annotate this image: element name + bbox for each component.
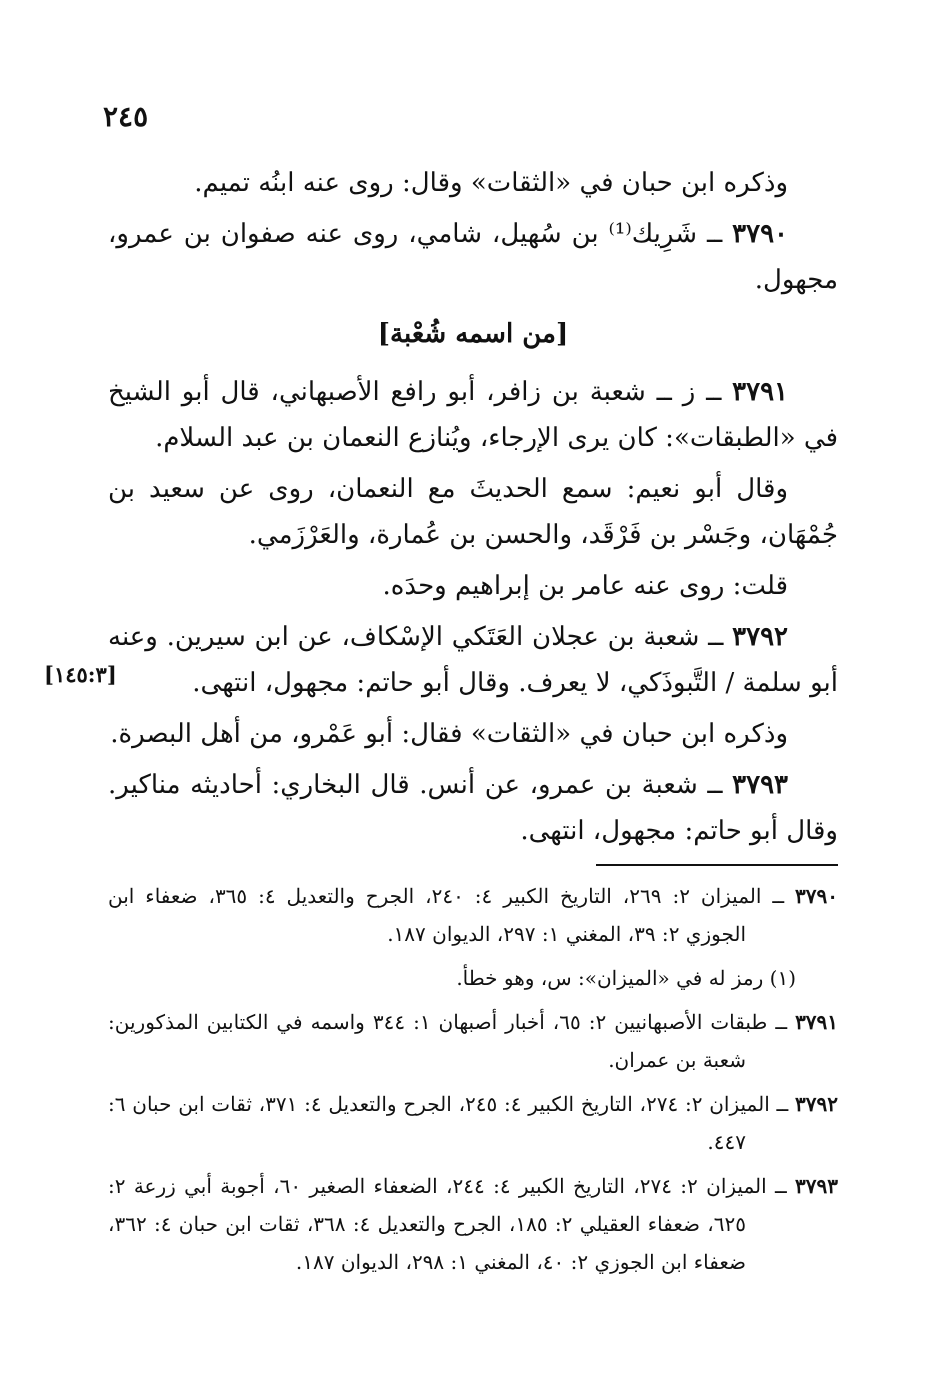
- entry-3791: [108, 369, 838, 461]
- entry-number: ٣٧٩٣: [732, 770, 789, 800]
- main-text: [108, 160, 838, 859]
- page-number: ٢٤٥: [103, 100, 149, 133]
- entry-number: ٣٧٩١: [732, 377, 789, 407]
- footnote-number: ٣٧٩١: [795, 1010, 839, 1034]
- footnote-text: ــ الميزان ٢: ٢٧٤، التاريخ الكبير ٤: ٢٤٥، الجرح والتعديل ٤: ٣٧١، ثقات ابن حبان ٦: ٤٤٧.: [108, 1092, 789, 1154]
- footnote-number: ٣٧٩٢: [795, 1092, 838, 1116]
- footnote-text: ــ الميزان ٢: ٢٧٤، التاريخ الكبير ٤: ٢٤٤، الضعفاء الصغير ٦٠، أجوبة أبي زرعة ٢: ٦٢٥، ضعفاء العقيلي ٢: ١٨٥، الجرح والتعديل ٤: ٣٦٨، ثقات ابن حبان ٤: ٣٦٢، ضعفاء ابن الجوزي ٢: ٤٠، المغني ١: ٢٩٨، الديوان ١٨٧.: [108, 1174, 787, 1274]
- paragraph-qultu: قلت: روى عنه عامر بن إبراهيم وحدَه.: [382, 571, 788, 601]
- footnote-3793: [108, 1167, 838, 1281]
- entry-text: ــ شعبة بن عجلان العَتَكي الإسْكاف، عن ابن سيرين. وعنه أبو سلمة / التَّبوذَكي، لا يعرف. وقال أبو حاتم: مجهول، انتهى.: [108, 622, 838, 698]
- paragraph-ibn-hibban-basra: وذكره ابن حبان في «الثقات» فقال: أبو عَمْرو، من أهل البصرة.: [110, 719, 788, 749]
- paragraph-abu-nuaym: وقال أبو نعيم: سمع الحديثَ مع النعمان، روى عن سعيد بن جُمْهَان، وجَسْر بن فَرْقَد، والحسن بن عُمارة، والعَرْزَمي.: [108, 474, 838, 550]
- entry-3793: [108, 762, 838, 854]
- footnote-3790: [108, 877, 838, 953]
- entry-text: ــ شَرِيك⁽¹⁾ بن سُهيل، شامي، روى عنه صفوان بن عمرو، مجهول.: [108, 219, 838, 295]
- margin-volume-reference: [١٤٥:٣]: [44, 662, 117, 687]
- entry-3790: [108, 211, 838, 303]
- paragraph-ibn-hibban-thiqat: وذكره ابن حبان في «الثقات» وقال: روى عنه ابنُه تميم.: [194, 168, 788, 198]
- entry-3792: [108, 614, 838, 706]
- footnote-text: ــ الميزان ٢: ٢٦٩، التاريخ الكبير ٤: ٢٤٠، الجرح والتعديل ٤: ٣٦٥، ضعفاء ابن الجوزي ٢: ٣٩، المغني ١: ٢٩٧، الديوان ١٨٧.: [108, 884, 785, 946]
- footnote-text: ــ طبقات الأصبهانيين ٢: ٦٥، أخبار أصبهان ١: ٣٤٤ واسمه في الكتابين المذكورين: شعبة بن عمران.: [108, 1010, 788, 1072]
- entry-text: ــ ز ــ شعبة بن زافر، أبو رافع الأصبهاني، قال أبو الشيخ في «الطبقات»: كان يرى الإرجاء، ويُنازع النعمان بن عبد السلام.: [108, 377, 838, 453]
- footnote-1: (١) رمز له في «الميزان»: س، وهو خطأ.: [456, 966, 796, 990]
- footnote-number: ٣٧٩٣: [795, 1174, 839, 1198]
- footnote-number: ٣٧٩٠: [795, 884, 838, 908]
- entry-text: ــ شعبة بن عمرو، عن أنس. قال البخاري: أحاديثه مناكير. وقال أبو حاتم: مجهول، انتهى.: [108, 770, 838, 846]
- section-heading: [من اسمه شُعْبة]: [377, 319, 569, 349]
- entry-number: ٣٧٩٠: [732, 219, 789, 249]
- footnote-3792: [108, 1085, 838, 1161]
- footnote-separator: [596, 864, 838, 866]
- entry-number: ٣٧٩٢: [732, 622, 788, 652]
- footnote-3791: [108, 1003, 838, 1079]
- footnotes: [108, 877, 838, 1287]
